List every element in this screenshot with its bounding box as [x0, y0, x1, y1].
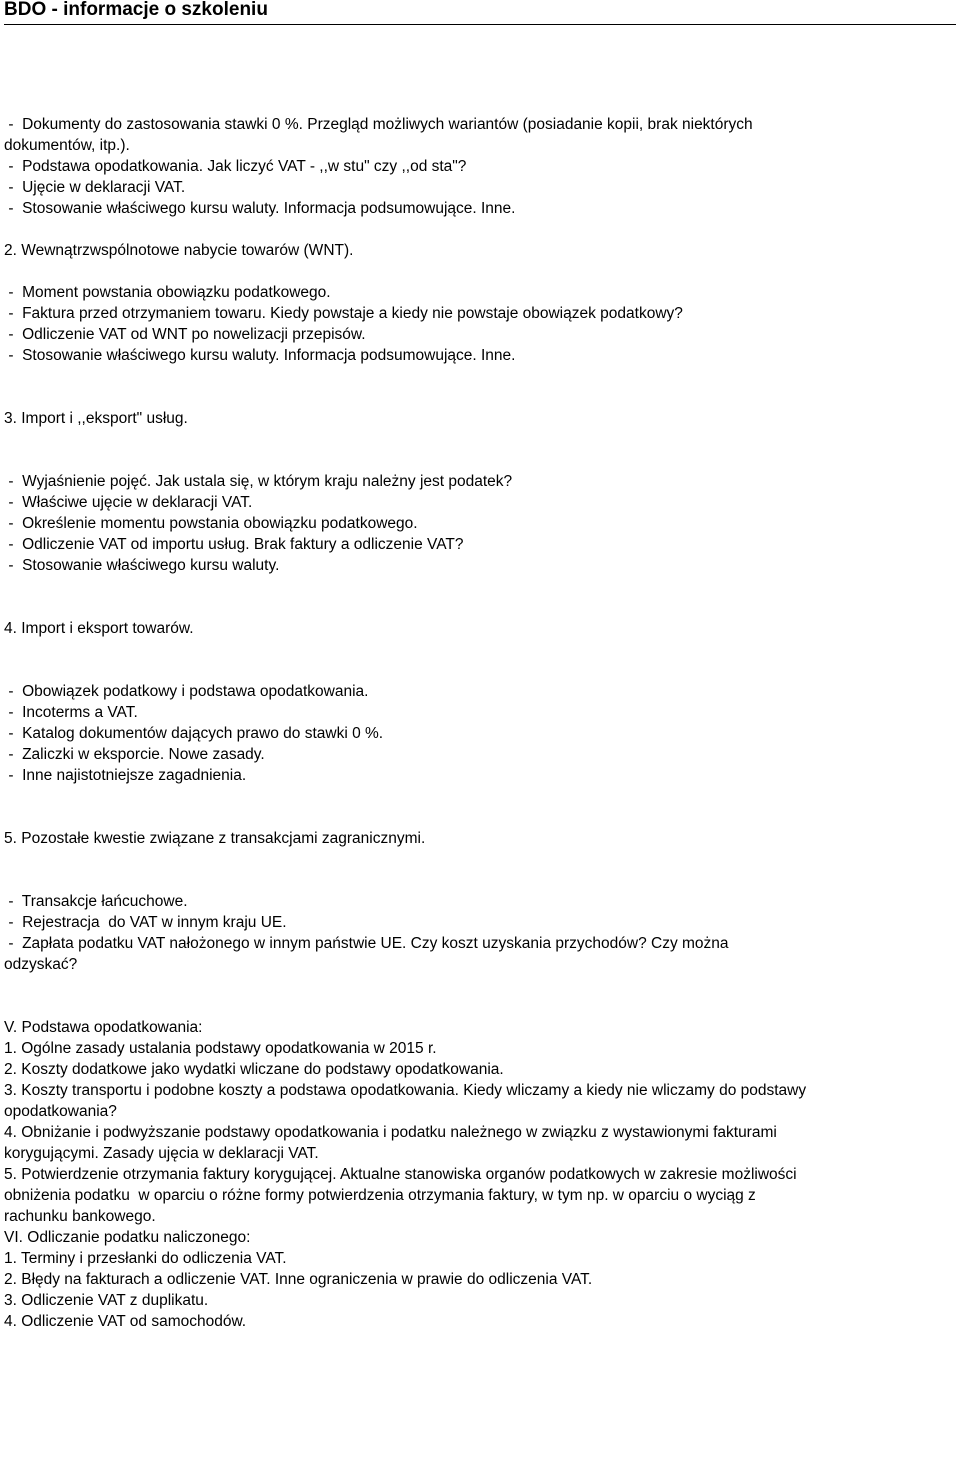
section-heading: VI. Odliczanie podatku naliczonego: [4, 1229, 251, 1246]
section-heading: 5. Pozostałe kwestie związane z transakcjami zagranicznymi. [4, 830, 426, 847]
list-item: 2. Błędy na fakturach a odliczenie VAT. Inne ograniczenia w prawie do odliczenia VAT. [4, 1271, 593, 1288]
list-item: 5. Potwierdzenie otrzymania faktury korygującej. Aktualne stanowiska organów podatkowych w zakresie możliwości [4, 1166, 797, 1183]
list-item: opodatkowania? [4, 1103, 117, 1120]
list-item: - Podstawa opodatkowania. Jak liczyć VAT - ,,w stu" czy ,,od sta"? [4, 158, 467, 175]
list-item: - Katalog dokumentów dających prawo do stawki 0 %. [4, 725, 384, 742]
list-item: - Ujęcie w deklaracji VAT. [4, 179, 186, 196]
list-item: rachunku bankowego. [4, 1208, 156, 1225]
list-item: - Rejestracja do VAT w innym kraju UE. [4, 914, 287, 931]
list-item: korygującymi. Zasady ujęcia w deklaracji VAT. [4, 1145, 319, 1162]
list-item: - Zaliczki w eksporcie. Nowe zasady. [4, 746, 265, 763]
document-body [4, 114, 948, 1332]
page-title: BDO - informacje o szkoleniu [4, 0, 268, 20]
list-item: 4. Odliczenie VAT od samochodów. [4, 1313, 247, 1330]
list-item: - Incoterms a VAT. [4, 704, 138, 721]
list-item: 3. Koszty transportu i podobne koszty a podstawa opodatkowania. Kiedy wliczamy a kiedy nie wliczamy do podstawy [4, 1082, 807, 1099]
list-item: 1. Ogólne zasady ustalania podstawy opodatkowania w 2015 r. [4, 1040, 437, 1057]
list-item: 1. Terminy i przesłanki do odliczenia VAT. [4, 1250, 287, 1267]
title-divider [4, 24, 956, 25]
section-heading: 2. Wewnątrzwspólnotowe nabycie towarów (WNT). [4, 242, 354, 259]
list-item: obniżenia podatku w oparciu o różne formy potwierdzenia otrzymania faktury, w tym np. w oparciu o wyciąg z [4, 1187, 756, 1204]
list-item: - Transakcje łańcuchowe. [4, 893, 188, 910]
section-heading: 4. Import i eksport towarów. [4, 620, 194, 637]
list-item: - Stosowanie właściwego kursu waluty. Informacja podsumowujące. Inne. [4, 347, 516, 364]
list-item: - Wyjaśnienie pojęć. Jak ustala się, w którym kraju należny jest podatek? [4, 473, 513, 490]
list-item: - Moment powstania obowiązku podatkowego. [4, 284, 331, 301]
list-item: - Stosowanie właściwego kursu waluty. Informacja podsumowujące. Inne. [4, 200, 516, 217]
list-item: - Faktura przed otrzymaniem towaru. Kiedy powstaje a kiedy nie powstaje obowiązek podatkowy? [4, 305, 683, 322]
list-item: - Odliczenie VAT od importu usług. Brak faktury a odliczenie VAT? [4, 536, 464, 553]
list-item: - Inne najistotniejsze zagadnienia. [4, 767, 247, 784]
list-item: - Odliczenie VAT od WNT po nowelizacji przepisów. [4, 326, 366, 343]
section-heading: V. Podstawa opodatkowania: [4, 1019, 203, 1036]
list-item: - Stosowanie właściwego kursu waluty. [4, 557, 280, 574]
list-item: 2. Koszty dodatkowe jako wydatki wliczane do podstawy opodatkowania. [4, 1061, 504, 1078]
list-item: - Określenie momentu powstania obowiązku podatkowego. [4, 515, 418, 532]
list-item: 3. Odliczenie VAT z duplikatu. [4, 1292, 209, 1309]
section-heading: 3. Import i ,,eksport" usług. [4, 410, 188, 427]
list-item: - Dokumenty do zastosowania stawki 0 %. Przegląd możliwych wariantów (posiadanie kopii, brak niektórych [4, 116, 753, 133]
list-item: - Obowiązek podatkowy i podstawa opodatkowania. [4, 683, 369, 700]
list-item: dokumentów, itp.). [4, 137, 130, 154]
list-item: - Właściwe ujęcie w deklaracji VAT. [4, 494, 253, 511]
list-item: - Zapłata podatku VAT nałożonego w innym państwie UE. Czy koszt uzyskania przychodów? Czy można [4, 935, 729, 952]
list-item: odzyskać? [4, 956, 78, 973]
list-item: 4. Obniżanie i podwyższanie podstawy opodatkowania i podatku należnego w związku z wystawionymi fakturami [4, 1124, 777, 1141]
